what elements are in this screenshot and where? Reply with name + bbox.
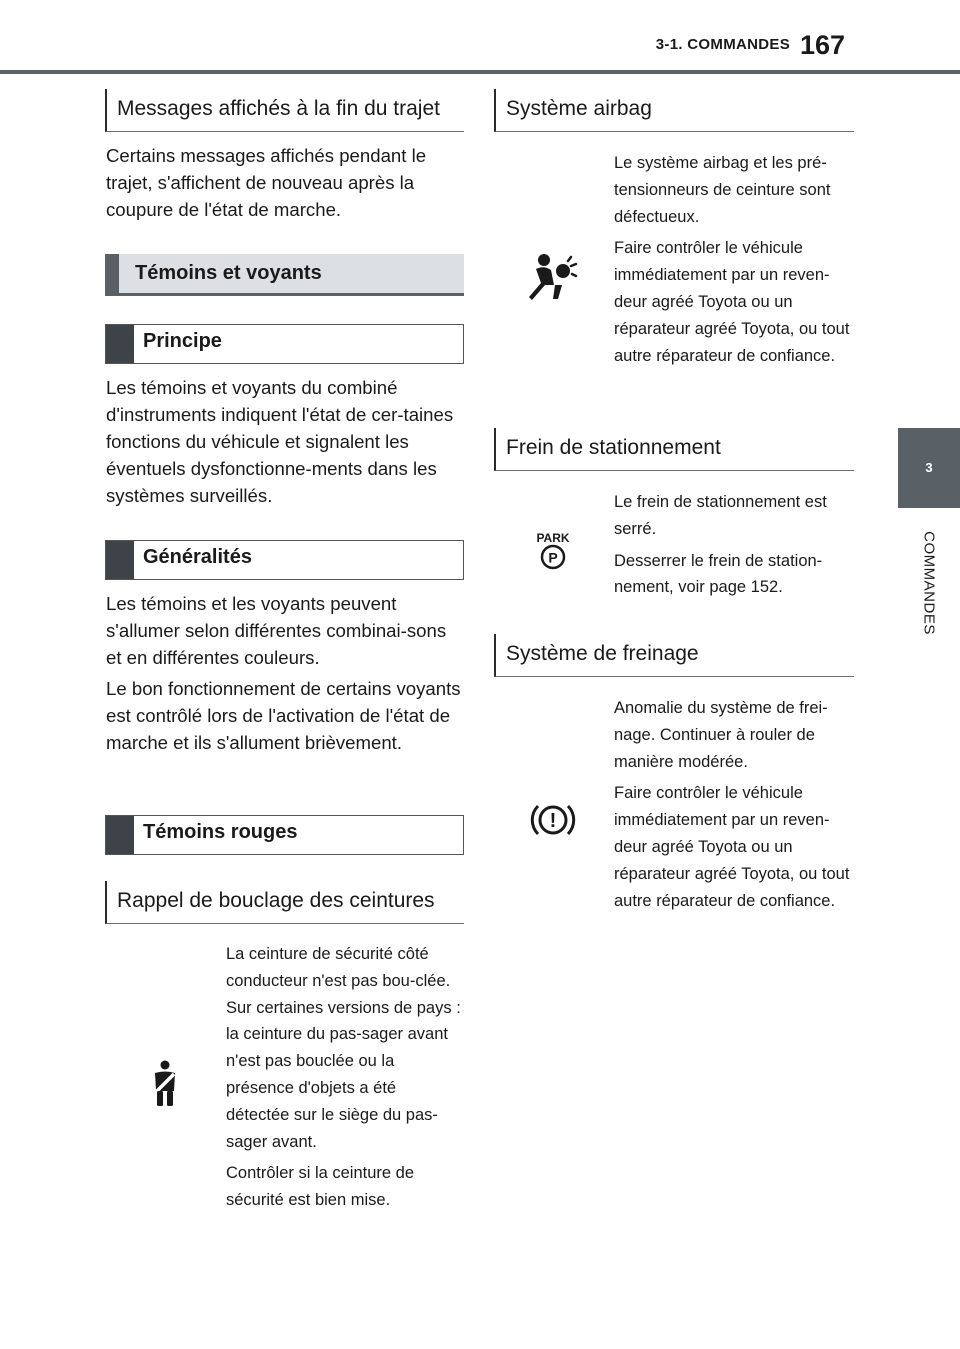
parking-brake-text-1: Le frein de stationnement est serré. xyxy=(614,493,827,538)
braking-text-2: Faire contrôler le véhicule immédiatement par un reven-deur agréé Toyota ou un réparateur agréé Toyota, ou tout autre réparateur de confiance. xyxy=(614,784,850,910)
airbag-warning-icon xyxy=(528,252,578,302)
heading-red-lights-text: Témoins rouges xyxy=(143,821,298,843)
airbag-text-1: Le système airbag et les pré-tensionneurs de ceinture sont défectueux. xyxy=(614,154,831,226)
general-paragraph-1: Les témoins et les voyants peuvent s'allumer selon différentes combinai-sons et en différentes couleurs. xyxy=(106,593,447,668)
chapter-tab-label xyxy=(898,508,960,658)
braking-description xyxy=(614,695,854,919)
park-brake-icon xyxy=(534,530,572,570)
seatbelt-text-1: La ceinture de sécurité côté conducteur n'est pas bou-clée. Sur certaines versions de pays : la ceinture du pas-sager avant n'est pas bouclée ou la présence d'objets a été détectée sur le siège du pas-sager avant. xyxy=(226,945,461,1151)
parking-brake-description xyxy=(614,489,854,606)
chapter-tab-label-text: COMMANDES xyxy=(920,531,938,635)
heading-parking-brake: Frein de stationnement xyxy=(494,428,854,471)
page-number: 167 xyxy=(800,30,846,60)
general-paragraph-2: Le bon fonctionnement de certains voyants est contrôlé lors de l'activation de l'état de marche et ils s'allument brièvement. xyxy=(106,678,461,753)
running-header-section: 3-1. COMMANDES xyxy=(655,36,790,53)
heading-indicators: Témoins et voyants xyxy=(105,254,464,296)
seatbelt-text-2: Contrôler si la ceinture de sécurité est bien mise. xyxy=(226,1164,415,1210)
braking-text-1: Anomalie du système de frei-nage. Continuer à rouler de manière modérée. xyxy=(614,699,828,771)
heading-airbag: Système airbag xyxy=(494,89,854,132)
brake-warning-icon-mark: ! xyxy=(549,810,557,832)
parking-brake-text-2: Desserrer le frein de station-nement, voir page 152. xyxy=(614,551,823,597)
header-rule xyxy=(0,70,960,74)
heading-principle-text: Principe xyxy=(143,330,222,352)
seatbelt-reminder-icon xyxy=(148,1060,182,1108)
heading-principle xyxy=(105,324,464,364)
airbag-text-2: Faire contrôler le véhicule immédiatement par un reven-deur agréé Toyota ou un réparateur agréé Toyota, ou tout autre réparateur de confiance. xyxy=(614,239,850,365)
park-brake-icon-label: PARK xyxy=(536,531,570,545)
park-brake-icon-letter: P xyxy=(548,549,558,566)
chapter-tab-number: 3 xyxy=(898,428,960,508)
principle-paragraph: Les témoins et voyants du combiné d'instruments indiquent l'état de cer-taines fonctions du véhicule et signalent les éventuels dysfonctionne-ments dans les systèmes surveillés. xyxy=(106,377,454,506)
heading-seatbelt: Rappel de bouclage des ceintures xyxy=(105,881,464,924)
principle-body xyxy=(106,374,466,509)
heading-bar xyxy=(106,325,134,363)
heading-end-messages: Messages affichés à la fin du trajet xyxy=(105,89,464,132)
end-messages-body xyxy=(106,142,466,223)
brake-warning-icon xyxy=(530,800,576,840)
heading-bar xyxy=(106,541,134,579)
seatbelt-description xyxy=(226,941,462,1219)
heading-general-text: Généralités xyxy=(143,546,252,568)
heading-bar xyxy=(106,816,134,854)
heading-braking: Système de freinage xyxy=(494,634,854,677)
general-body xyxy=(106,590,466,756)
heading-general xyxy=(105,540,464,580)
heading-red-lights xyxy=(105,815,464,855)
airbag-description xyxy=(614,150,854,374)
end-messages-paragraph: Certains messages affichés pendant le trajet, s'affichent de nouveau après la coupure de l'état de marche. xyxy=(106,145,427,220)
